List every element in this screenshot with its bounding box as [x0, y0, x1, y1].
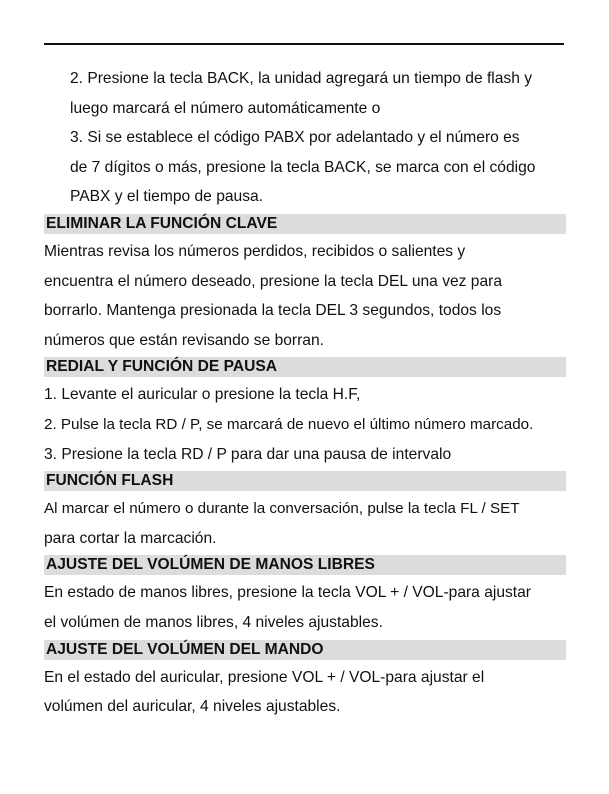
section-line: 1. Levante el auricular o presione la tecla H.F, [44, 386, 361, 404]
section-flash-function [44, 471, 566, 553]
section-handsfree-volume [44, 555, 566, 637]
manual-page-content [44, 64, 566, 722]
top-rule [44, 43, 564, 45]
section-redial-pause [44, 357, 566, 469]
section-line: En el estado del auricular, presione VOL + / VOL-para ajustar el [44, 668, 485, 686]
section-delete-function [44, 214, 566, 355]
section-handset-volume [44, 640, 566, 722]
intro-line: 2. Presione la tecla BACK, la unidad agregará un tiempo de flash y [70, 70, 533, 87]
section-line: 3. Presione la tecla RD / P para dar una pausa de intervalo [44, 445, 452, 463]
section-line: Al marcar el número o durante la conversación, pulse la tecla FL / SET [44, 500, 520, 518]
section-line: 2. Pulse la tecla RD / P, se marcará de nuevo el último número marcado. [44, 415, 534, 433]
section-line: números que están revisando se borran. [44, 331, 324, 349]
section-line: volúmen del auricular, 4 niveles ajustables. [44, 698, 341, 716]
intro-line: 3. Si se establece el código PABX por adelantado y el número es [70, 129, 520, 147]
intro-steps [44, 64, 566, 212]
section-heading: AJUSTE DEL VOLÚMEN DE MANOS LIBRES [44, 555, 566, 575]
section-heading: REDIAL Y FUNCIÓN DE PAUSA [44, 357, 566, 377]
section-line: Mientras revisa los números perdidos, recibidos o salientes y [44, 242, 466, 260]
intro-line: de 7 dígitos o más, presione la tecla BACK, se marca con el código [70, 158, 536, 176]
section-line: encuentra el número deseado, presione la tecla DEL una vez para [44, 272, 502, 290]
section-heading: FUNCIÓN FLASH [44, 471, 566, 491]
section-line: el volúmen de manos libres, 4 niveles ajustables. [44, 613, 383, 631]
intro-line: luego marcará el número automáticamente o [70, 99, 381, 117]
intro-line: PABX y el tiempo de pausa. [70, 188, 264, 206]
section-line: borrarlo. Mantenga presionada la tecla DEL 3 segundos, todos los [44, 302, 502, 320]
section-heading: AJUSTE DEL VOLÚMEN DEL MANDO [44, 640, 566, 660]
section-line: En estado de manos libres, presione la tecla VOL + / VOL-para ajustar [44, 584, 531, 602]
section-line: para cortar la marcación. [44, 529, 217, 547]
section-heading: ELIMINAR LA FUNCIÓN CLAVE [44, 214, 566, 234]
